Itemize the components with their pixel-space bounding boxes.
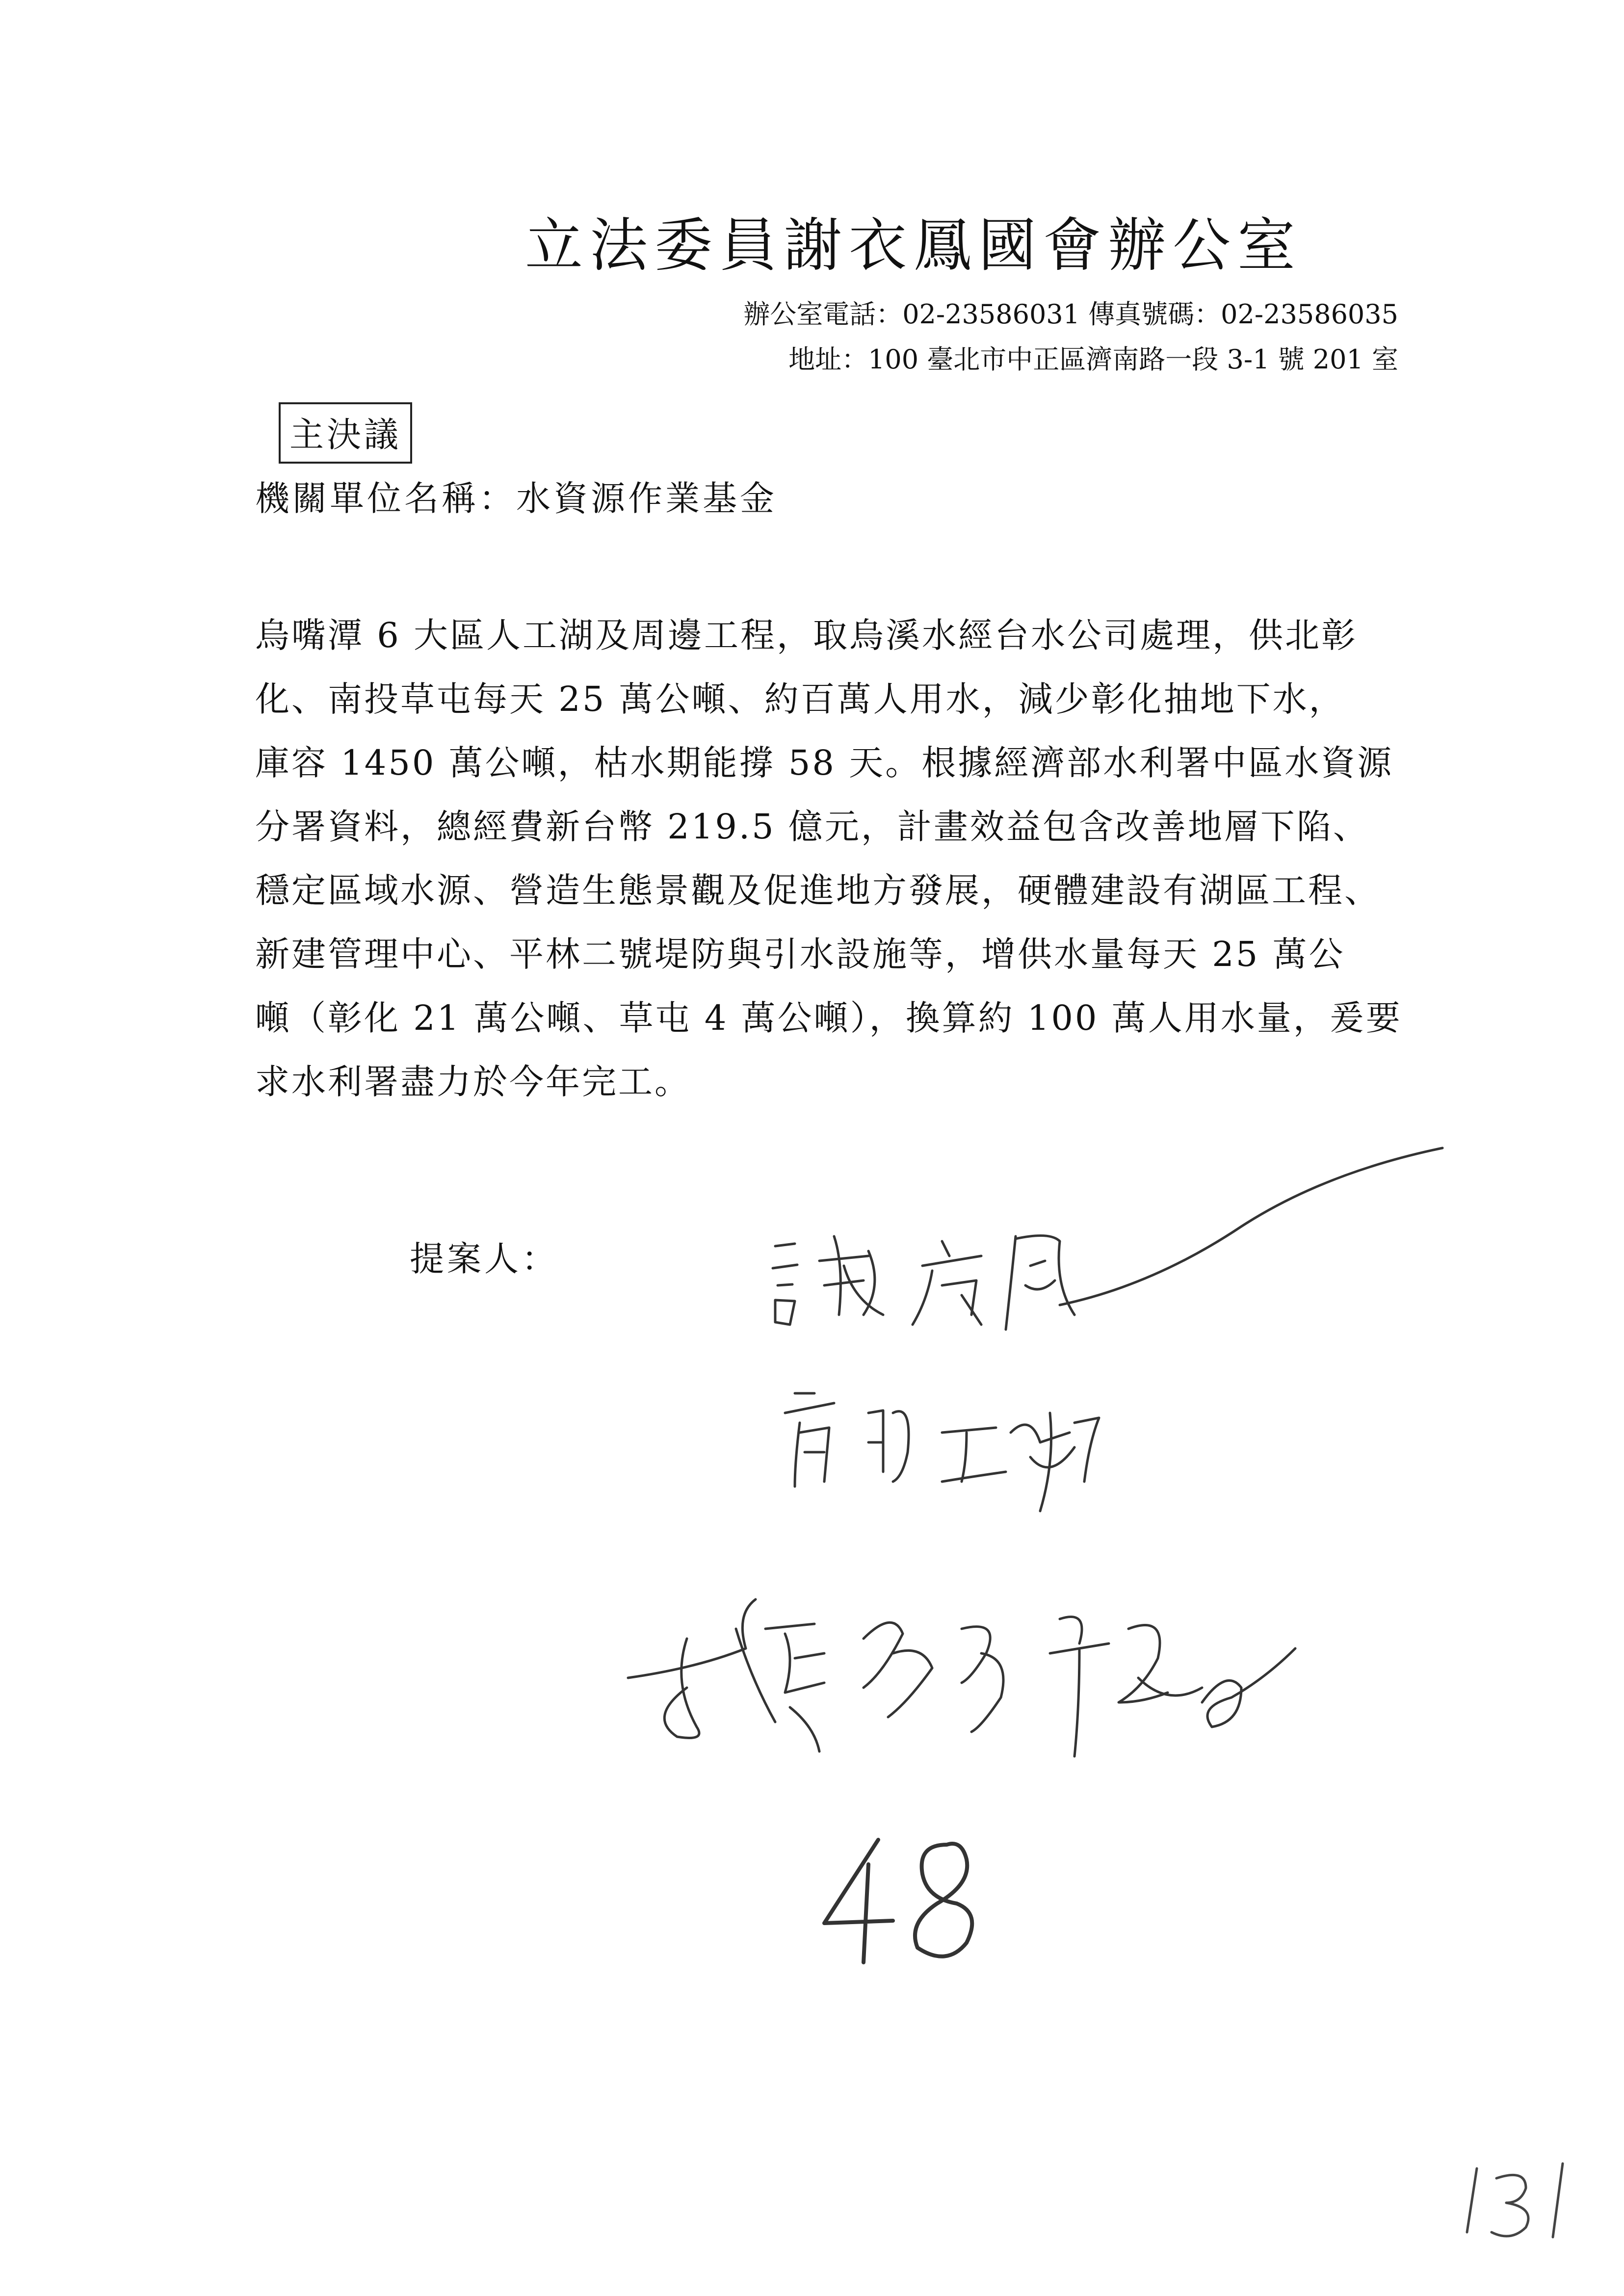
handwritten-signatures bbox=[589, 1138, 1521, 1884]
body-line: 求水利署盡力於今年完工。 bbox=[255, 1062, 691, 1102]
body-line: 分署資料，總經費新台幣 219.5 億元，計畫效益包含改善地層下陷、 bbox=[255, 807, 1369, 847]
body-line: 新建管理中心、平林二號堤防與引水設施等，增供水量每天 25 萬公 bbox=[255, 934, 1345, 974]
body-line: 庫容 1450 萬公噸，枯水期能撐 58 天。根據經濟部水利署中區水資源 bbox=[255, 743, 1394, 783]
office-title: 立法委員謝衣鳳國會辦公室 bbox=[525, 211, 1303, 279]
resolution-type-label: 主決議 bbox=[279, 402, 412, 464]
proposer-label: 提案人： bbox=[410, 1239, 559, 1279]
contact-phone-line: 辦公室電話：02-23586031 傳真號碼：02-23586035 bbox=[743, 299, 1398, 330]
signature-2 bbox=[785, 1393, 1099, 1511]
signature-3 bbox=[628, 1599, 1295, 1756]
resolution-body bbox=[255, 603, 1402, 1114]
signature-1 bbox=[773, 1148, 1442, 1330]
body-line: 烏嘴潭 6 大區人工湖及周邊工程，取烏溪水經台水公司處理，供北彰 bbox=[255, 615, 1358, 655]
handwritten-corner-number bbox=[1442, 2149, 1590, 2247]
contact-address-line: 地址：100 臺北市中正區濟南路一段 3-1 號 201 室 bbox=[788, 344, 1398, 375]
body-line: 噸（彰化 21 萬公噸、草屯 4 萬公噸），換算約 100 萬人用水量，爰要 bbox=[255, 998, 1402, 1038]
handwritten-page-number bbox=[810, 1825, 996, 1972]
body-line: 化、南投草屯每天 25 萬公噸、約百萬人用水，減少彰化抽地下水， bbox=[255, 679, 1345, 719]
body-line: 穩定區域水源、營造生態景觀及促進地方發展，硬體建設有湖區工程、 bbox=[255, 870, 1381, 911]
agency-name-line: 機關單位名稱：水資源作業基金 bbox=[255, 478, 777, 519]
